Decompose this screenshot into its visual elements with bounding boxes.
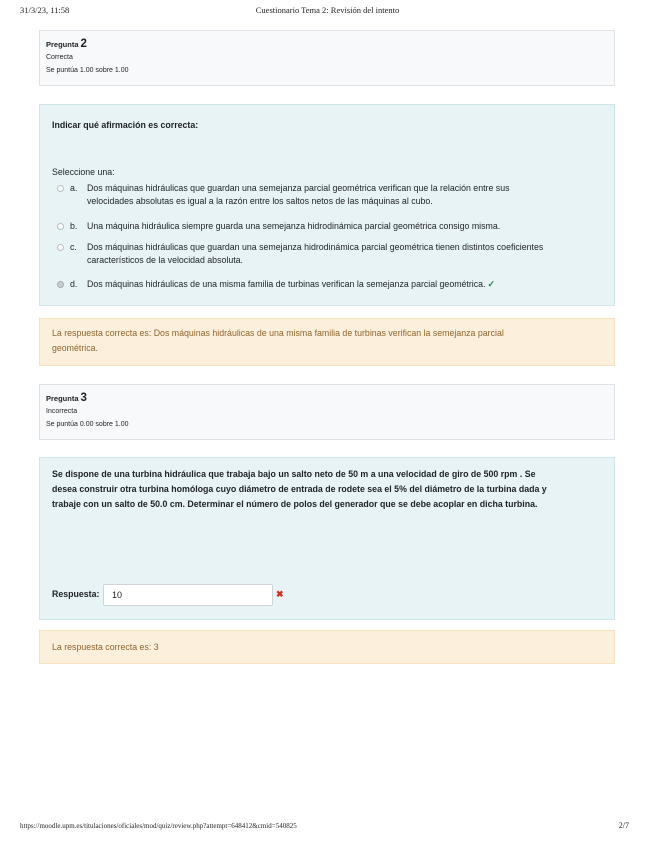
option-letter: c. (70, 242, 77, 252)
correct-answer-text: La respuesta correcta es: Dos máquinas hidráulicas de una misma familia de turbinas verifican la semejanza parcial (52, 328, 504, 338)
correct-answer-text: La respuesta correcta es: 3 (52, 642, 159, 652)
question-grade: Se puntúa 0.00 sobre 1.00 (46, 421, 129, 428)
radio-button-selected[interactable] (57, 281, 64, 288)
question-number: Pregunta 2 (46, 38, 87, 50)
radio-button[interactable] (57, 223, 64, 230)
answer-label: Respuesta: (52, 589, 100, 599)
question-text: Indicar qué afirmación es correcta: (52, 120, 199, 130)
option-text-continued: característicos de la velocidad absoluta. (87, 255, 243, 265)
question-3-feedback (39, 630, 615, 664)
option-text-continued: velocidades absolutas es igual a la razón entre los saltos netos de las máquinas al cubo. (87, 196, 433, 206)
option-letter: d. (70, 279, 78, 289)
print-title: Cuestionario Tema 2: Revisión del intento (255, 5, 400, 15)
question-state: Incorrecta (46, 408, 78, 415)
option-letter: b. (70, 221, 78, 231)
question-text-line-2: desea construir otra turbina homóloga cuyo diámetro de entrada de rodete sea el 5% del diámetro de la turbina dada y (52, 484, 547, 494)
answer-option-c[interactable] (40, 241, 610, 269)
page-url: https://moodle.upm.es/titulaciones/oficiales/mod/quiz/review.php?attempt=648412&cmid=540825 (20, 822, 297, 830)
question-number: Pregunta 3 (46, 392, 87, 404)
question-state: Correcta (46, 54, 73, 61)
question-2-formulation (39, 104, 615, 306)
print-date: 31/3/23, 11:58 (20, 5, 70, 15)
question-number-value: 3 (80, 392, 87, 404)
print-footer (20, 820, 635, 834)
question-number-value: 2 (80, 38, 87, 50)
option-text: Una máquina hidráulica siempre guarda una semejanza hidrodinámica parcial geométrica consigo misma. (87, 221, 501, 231)
correct-answer-text-continued: geométrica. (52, 343, 98, 353)
answer-input[interactable]: 10 (103, 584, 273, 606)
question-text-line-3: trabaje con un salto de 50.0 cm. Determinar el número de polos del generador que se debe acoplar en dicha turbina. (52, 499, 538, 509)
radio-button[interactable] (57, 244, 64, 251)
select-prompt: Seleccione una: (52, 167, 115, 177)
check-icon: ✓ (487, 279, 496, 289)
answer-option-a[interactable] (40, 182, 610, 210)
incorrect-icon: ✖ (276, 589, 284, 599)
question-2-feedback (39, 318, 615, 366)
question-3-info (39, 384, 615, 440)
option-text: Dos máquinas hidráulicas que guardan una semejanza parcial geométrica verifican que la relación entre sus (87, 183, 510, 193)
question-2-info (39, 30, 615, 86)
radio-button[interactable] (57, 185, 64, 192)
option-text: Dos máquinas hidráulicas que guardan una semejanza hidrodinámica parcial geométrica tienen distintos coeficientes (87, 242, 544, 252)
question-3-formulation (39, 457, 615, 620)
answer-option-b[interactable] (40, 220, 610, 234)
question-text-line-1: Se dispone de una turbina hidráulica que trabaja bajo un salto neto de 50 m a una velocidad de giro de 500 rpm . Se (52, 469, 536, 479)
question-grade: Se puntúa 1.00 sobre 1.00 (46, 67, 129, 74)
option-letter: a. (70, 183, 78, 193)
page-number: 2/7 (618, 821, 629, 830)
answer-option-d[interactable] (40, 278, 610, 292)
print-header (20, 5, 635, 19)
option-text: Dos máquinas hidráulicas de una misma familia de turbinas verifican la semejanza parcial geométrica. ✓ (87, 279, 496, 289)
